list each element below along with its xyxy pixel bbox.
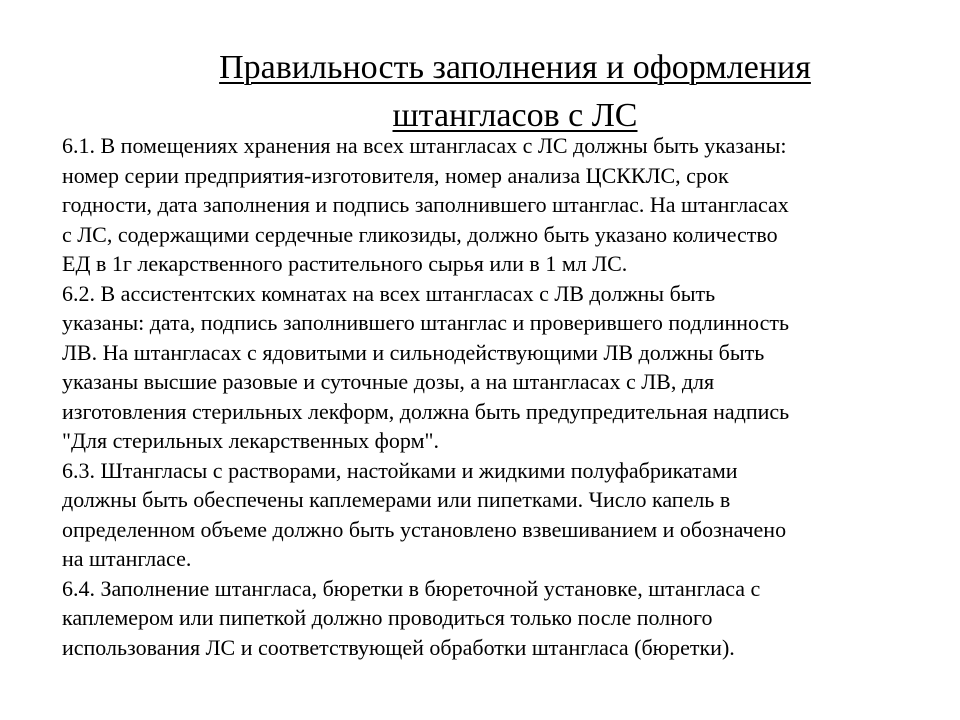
- paragraph-6-3: [62, 456, 912, 574]
- slide-body: [62, 131, 912, 662]
- paragraph-line: "Для стерильных лекарственных форм".: [62, 428, 439, 453]
- paragraph-line: указаны: дата, подпись заполнившего штанглас и проверившего подлинность: [62, 310, 789, 335]
- paragraph-6-4: [62, 574, 912, 663]
- paragraph-line: годности, дата заполнения и подпись заполнившего штанглас. На штангласах: [62, 192, 789, 217]
- slide-title-line-1: Правильность заполнения и оформления: [219, 49, 811, 86]
- paragraph-line: изготовления стерильных лекформ, должна быть предупредительная надпись: [62, 398, 790, 424]
- paragraph-line: на штангласе.: [62, 546, 192, 571]
- paragraph-6-1: [62, 131, 912, 279]
- paragraph-line: ЛВ. На штангласах с ядовитыми и сильнодействующими ЛВ должны быть: [62, 339, 765, 365]
- slide-title: [150, 44, 880, 140]
- paragraph-line: указаны высшие разовые и суточные дозы, а на штангласах с ЛВ, для: [62, 369, 715, 394]
- paragraph-line: номер серии предприятия-изготовителя, номер анализа ЦСККЛС, срок: [62, 162, 729, 188]
- paragraph-line: определенном объеме должно быть установлено взвешиванием и обозначено: [62, 516, 787, 542]
- slide-title-line-2: штангласов с ЛС: [392, 97, 638, 134]
- paragraph-line: должны быть обеспечены каплемерами или пипетками. Число капель в: [62, 487, 731, 512]
- paragraph-line: 6.2. В ассистентских комнатах на всех штангласах с ЛВ должны быть: [62, 280, 716, 306]
- paragraph-6-2: [62, 279, 912, 456]
- paragraph-line: с ЛС, содержащими сердечные гликозиды, должно быть указано количество: [62, 221, 778, 247]
- paragraph-line: 6.3. Штангласы с растворами, настойками и жидкими полуфабрикатами: [62, 457, 738, 483]
- paragraph-line: каплемером или пипеткой должно проводиться только после полного: [62, 605, 713, 630]
- paragraph-line: 6.4. Заполнение штангласа, бюретки в бюреточной установке, штангласа с: [62, 575, 761, 601]
- paragraph-line: использования ЛС и соответствующей обработки штангласа (бюретки).: [62, 634, 735, 660]
- paragraph-line: 6.1. В помещениях хранения на всех штангласах с ЛС должны быть указаны:: [62, 133, 787, 158]
- paragraph-line: ЕД в 1г лекарственного растительного сырья или в 1 мл ЛС.: [62, 251, 628, 276]
